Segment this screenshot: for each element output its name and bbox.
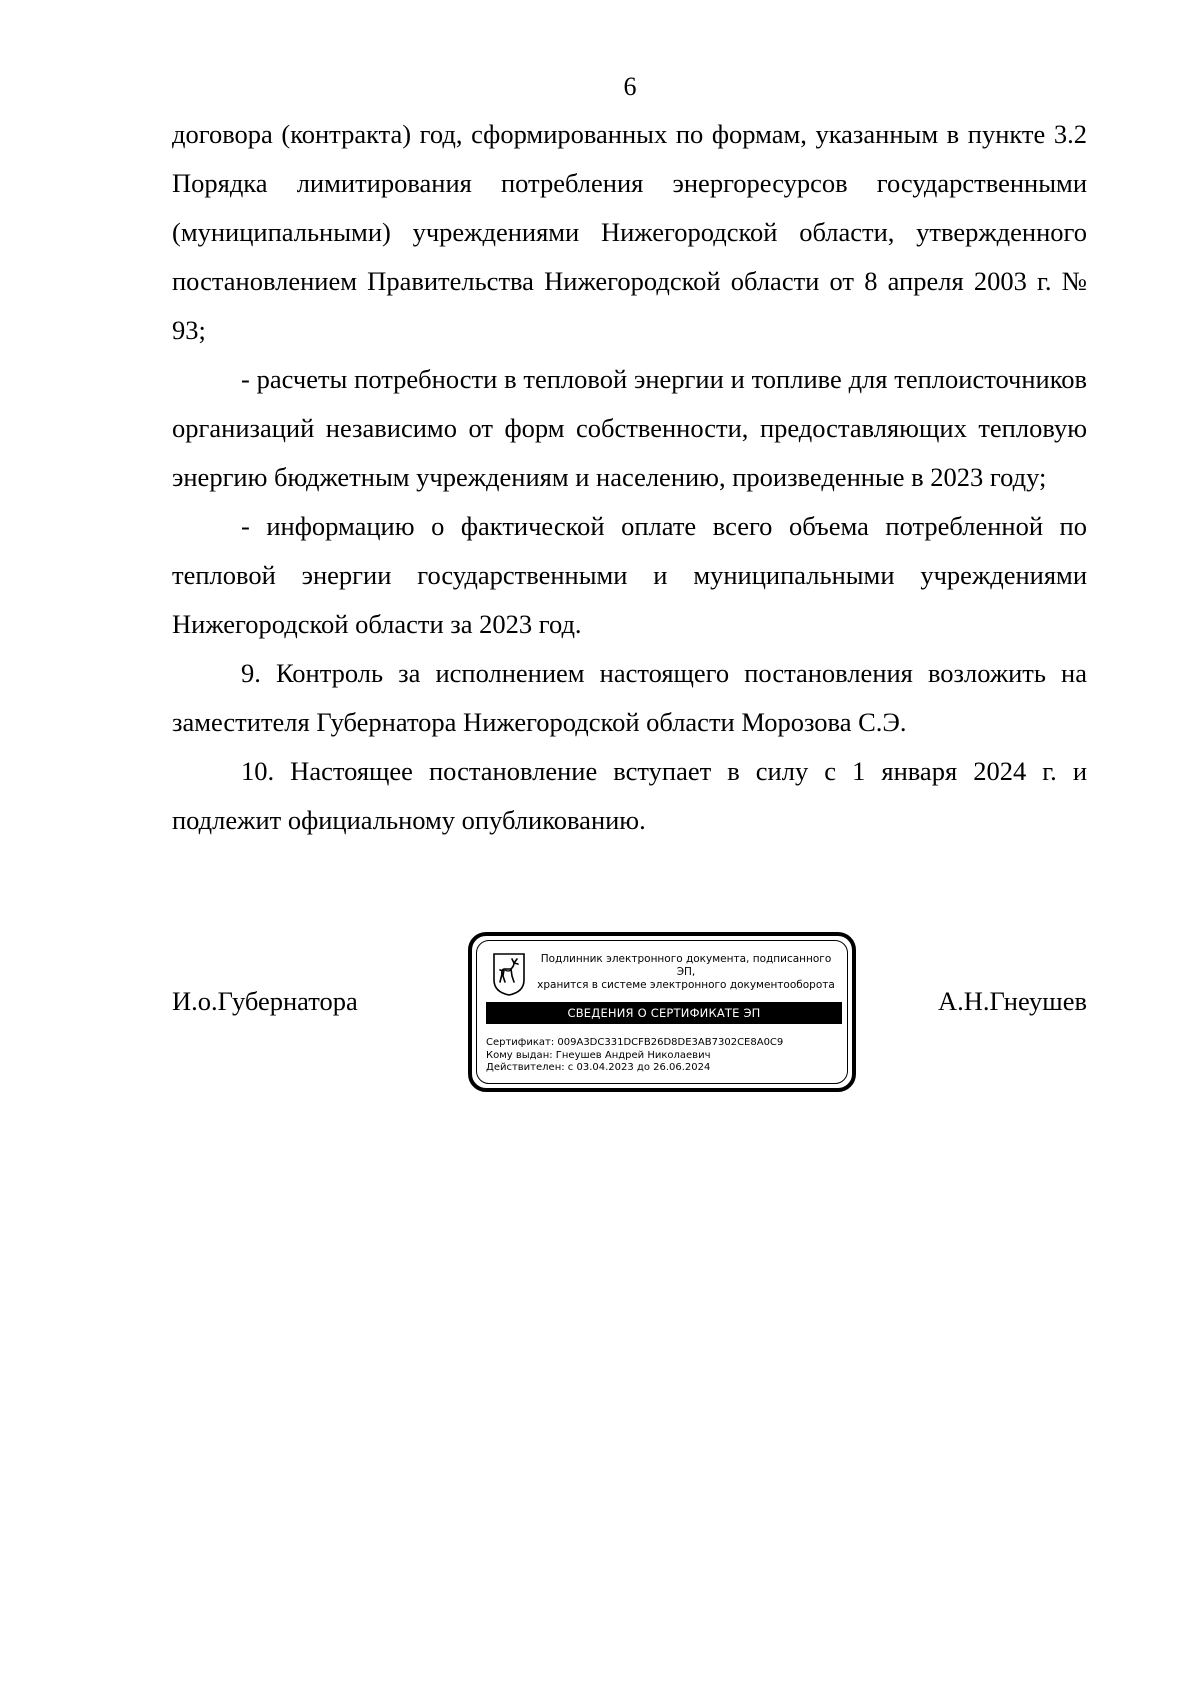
document-body bbox=[172, 110, 1087, 845]
paragraph-item-9: 9. Контроль за исполнением настоящего постановления возложить на заместителя Губернатора Нижегородской области Морозова С.Э. bbox=[172, 658, 1087, 737]
stamp-issued-to: Кому выдан: Гнеушев Андрей Николаевич bbox=[486, 1049, 711, 1061]
stamp-header-line-2: хранится в системе электронного документооборота bbox=[537, 979, 835, 991]
paragraph-item-10: 10. Настоящее постановление вступает в силу с 1 января 2024 г. и подлежит официальному опубликованию. bbox=[172, 756, 1087, 835]
electronic-signature-stamp bbox=[468, 932, 856, 1092]
signatory-position: И.о.Губернатора bbox=[172, 986, 358, 1016]
stamp-validity: Действителен: с 03.04.2023 до 26.06.2024 bbox=[486, 1062, 711, 1073]
signatory-name: А.Н.Гнеушев bbox=[937, 986, 1087, 1016]
stamp-title-bar: СВЕДЕНИЯ О СЕРТИФИКАТЕ ЭП bbox=[486, 1002, 842, 1024]
paragraph-heat-calculations: - расчеты потребности в тепловой энергии и топливе для теплоисточников организаций независимо от форм собственности, предоставляющих тепловую энергию бюджетным учреждениям и населению, произведенные в 2023 году; bbox=[172, 364, 1087, 492]
stamp-header-line-1: Подлинник электронного документа, подписанного ЭП, bbox=[540, 953, 832, 978]
paragraph-continuation: договора (контракта) год, сформированных по формам, указанным в пункте 3.2 Порядка лимитирования потребления энергоресурсов государственными (муниципальными) учреждениями Нижегородской области, утвержденного постановлением Правительства Нижегородской области от 8 апреля 2003 г. № 93; bbox=[172, 119, 1087, 345]
stamp-details bbox=[486, 1037, 844, 1075]
stamp-certificate: Сертификат: 009A3DC331DCFB26D8DE3AB7302CE8A0C9 bbox=[486, 1037, 784, 1048]
page-number: 6 bbox=[623, 72, 637, 101]
nizhny-novgorod-deer-emblem-icon bbox=[492, 952, 526, 996]
paragraph-payment-info: - информацию о фактической оплате всего объема потребленной по тепловой энергии государственными и муниципальными учреждениями Нижегородской области за 2023 год. bbox=[172, 511, 1087, 639]
stamp-header bbox=[530, 953, 842, 992]
signature-block bbox=[0, 932, 1200, 1092]
